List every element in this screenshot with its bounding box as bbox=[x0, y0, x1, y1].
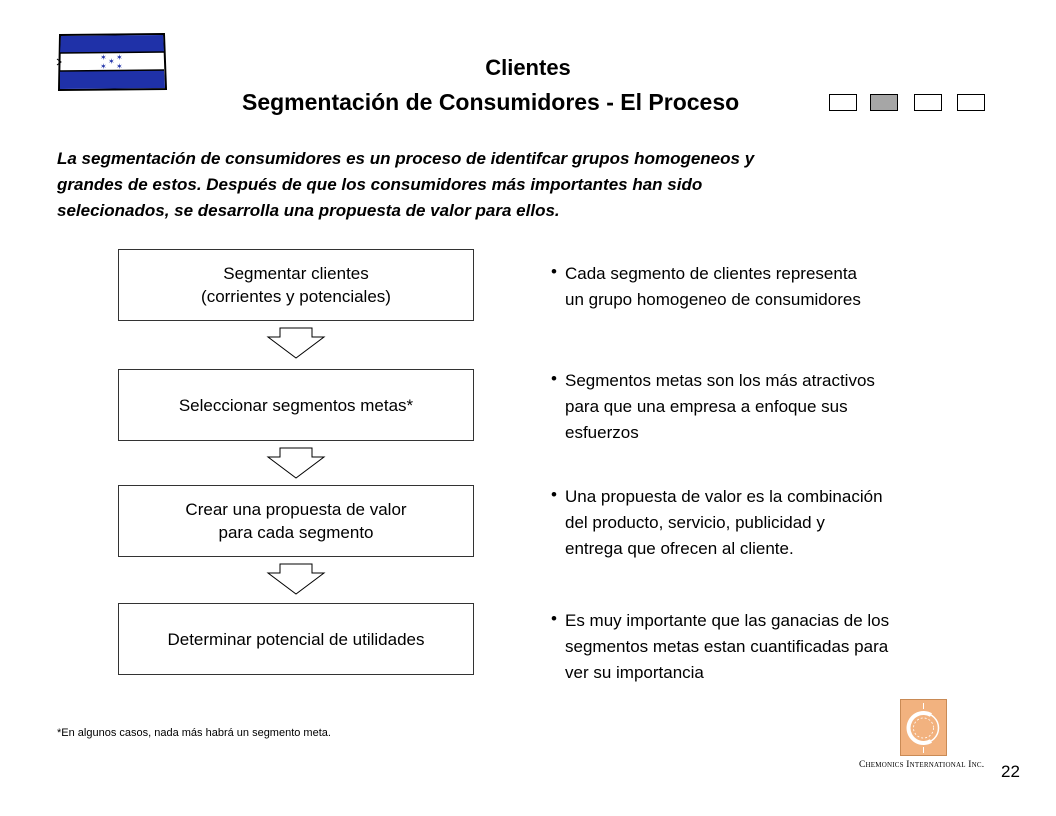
progress-box-4 bbox=[957, 94, 985, 111]
step-label: para cada segmento bbox=[218, 523, 374, 542]
bullet-line: del producto, servicio, publicidad y bbox=[565, 513, 825, 532]
step-label: Segmentar clientes bbox=[223, 264, 369, 283]
intro-line: La segmentación de consumidores es un proceso de identifcar grupos homogeneos y bbox=[57, 149, 755, 168]
intro-paragraph bbox=[57, 146, 957, 224]
bullet-line: esfuerzos bbox=[565, 423, 639, 442]
svg-text:✶: ✶ bbox=[100, 53, 107, 62]
bullet-line: Cada segmento de clientes representa bbox=[565, 264, 858, 283]
step-label: Determinar potencial de utilidades bbox=[167, 629, 425, 649]
bullet-item bbox=[551, 608, 889, 686]
process-step-seleccionar bbox=[118, 369, 474, 441]
svg-text:✶: ✶ bbox=[100, 62, 107, 71]
bullet-line: Segmentos metas son los más atractivos bbox=[565, 371, 875, 390]
bullet-item bbox=[551, 368, 875, 446]
bullet-dot-icon: • bbox=[551, 262, 557, 281]
process-step-segmentar bbox=[118, 249, 474, 321]
progress-box-3 bbox=[914, 94, 942, 111]
down-arrow-icon bbox=[266, 563, 326, 595]
step-label: Crear una propuesta de valor bbox=[185, 500, 407, 519]
bullet-dot-icon: • bbox=[551, 369, 557, 388]
bullet-line: ver su importancia bbox=[565, 663, 704, 682]
progress-box-1 bbox=[829, 94, 857, 111]
svg-text:✶: ✶ bbox=[116, 53, 123, 62]
step-label: (corrientes y potenciales) bbox=[201, 287, 391, 306]
svg-text:✶: ✶ bbox=[116, 62, 123, 71]
bullet-line: Es muy importante que las ganacias de los bbox=[565, 611, 890, 630]
page-subtitle: Segmentación de Consumidores - El Proceso bbox=[242, 89, 740, 115]
bullet-dot-icon: • bbox=[551, 609, 557, 628]
down-arrow-icon bbox=[266, 447, 326, 479]
down-arrow-icon bbox=[266, 327, 326, 359]
bullet-line: un grupo homogeneo de consumidores bbox=[565, 290, 861, 309]
intro-line: selecionados, se desarrolla una propuesta de valor para ellos. bbox=[57, 201, 560, 220]
bullet-dot-icon: • bbox=[551, 485, 557, 504]
progress-box-2-active bbox=[870, 94, 898, 111]
bullet-item bbox=[551, 484, 883, 562]
intro-line: grandes de estos. Después de que los consumidores más importantes han sido bbox=[57, 175, 703, 194]
bullet-line: entrega que ofrecen al cliente. bbox=[565, 539, 794, 558]
process-step-determinar bbox=[118, 603, 474, 675]
process-step-crear bbox=[118, 485, 474, 557]
svg-text:✶: ✶ bbox=[108, 57, 115, 66]
page-number: 22 bbox=[1001, 762, 1020, 781]
bullet-line: segmentos metas estan cuantificadas para bbox=[565, 637, 889, 656]
bullet-line: para que una empresa a enfoque sus bbox=[565, 397, 848, 416]
company-logo-text: Chemonics International Inc. bbox=[859, 760, 985, 770]
bullet-item bbox=[551, 261, 861, 313]
page-title: Clientes bbox=[485, 55, 571, 80]
footnote: *En algunos casos, nada más habrá un segmento meta. bbox=[57, 727, 331, 739]
step-label: Seleccionar segmentos metas* bbox=[178, 395, 414, 415]
bullet-line: Una propuesta de valor es la combinación bbox=[565, 487, 883, 506]
chemonics-logo-icon bbox=[900, 699, 947, 756]
